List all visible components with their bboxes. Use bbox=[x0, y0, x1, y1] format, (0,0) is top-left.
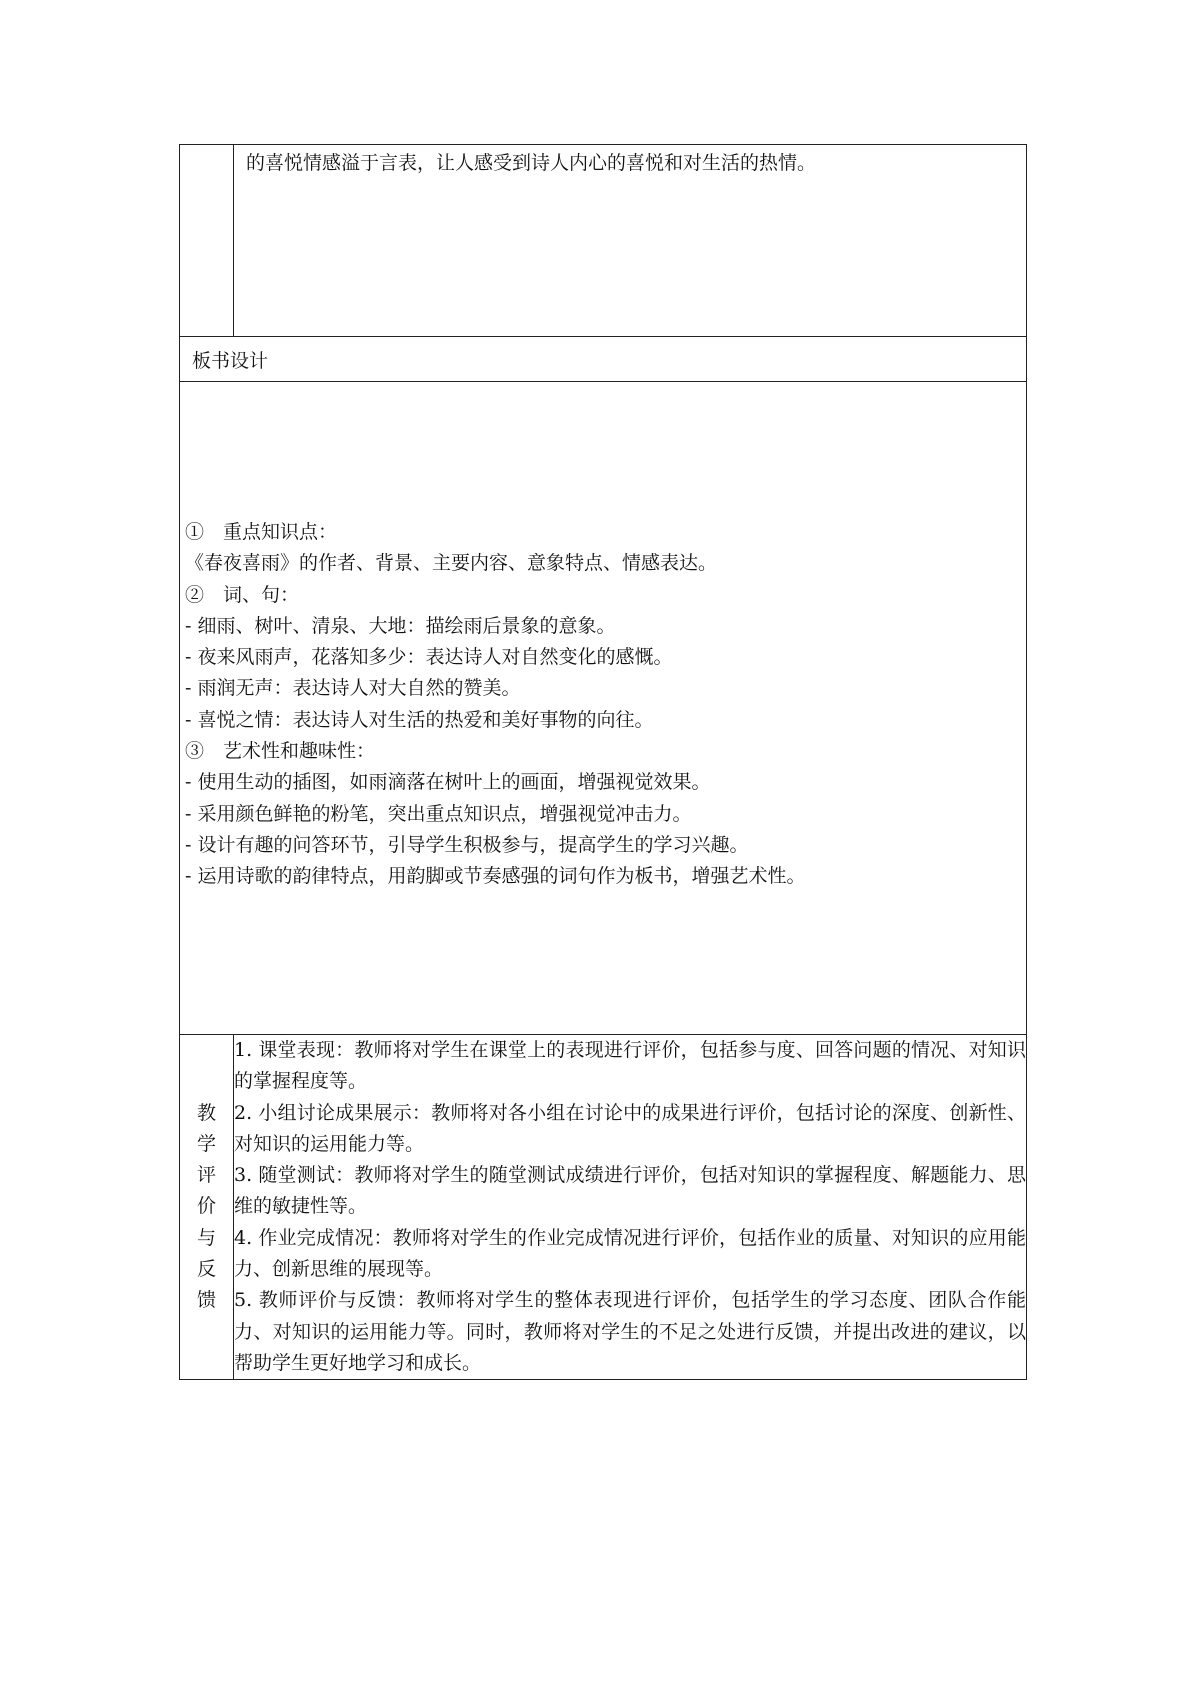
evaluation-label-char: 学 bbox=[196, 1132, 216, 1155]
evaluation-label-char: 价 bbox=[196, 1195, 216, 1218]
evaluation-label-char: 教 bbox=[196, 1101, 216, 1124]
board-design-cell bbox=[180, 382, 1027, 1035]
reflection-row bbox=[180, 145, 1027, 337]
board-line: ③ 艺术性和趣味性： bbox=[185, 740, 376, 763]
reflection-label-cell bbox=[180, 145, 234, 337]
board-line: - 夜来风雨声，花落知多少：表达诗人对自然变化的感慨。 bbox=[185, 646, 673, 669]
evaluation-label-char: 评 bbox=[196, 1164, 216, 1187]
evaluation-content bbox=[234, 1035, 1027, 1380]
evaluation-label-char: 与 bbox=[196, 1226, 216, 1249]
evaluation-label bbox=[180, 1035, 234, 1380]
evaluation-label-char: 反 bbox=[196, 1258, 216, 1281]
evaluation-item: 4. 作业完成情况：教师将对学生的作业完成情况进行评价，包括作业的质量、对知识的应用能力、创新思维的展现等。 bbox=[234, 1226, 1026, 1281]
board-line: ② 词、句： bbox=[185, 583, 300, 606]
board-line: - 喜悦之情：表达诗人对生活的热爱和美好事物的向往。 bbox=[185, 708, 654, 731]
evaluation-item: 2. 小组讨论成果展示：教师将对各小组在讨论中的成果进行评价，包括讨论的深度、创新性、对知识的运用能力等。 bbox=[234, 1101, 1026, 1155]
reflection-cell bbox=[234, 145, 1027, 337]
board-line: 《春夜喜雨》的作者、背景、主要内容、意象特点、情感表达。 bbox=[185, 552, 718, 575]
evaluation-item: 1. 课堂表现：教师将对学生在课堂上的表现进行评价，包括参与度、回答问题的情况、对知识的掌握程度等。 bbox=[234, 1039, 1026, 1093]
board-line: - 细雨、树叶、清泉、大地：描绘雨后景象的意象。 bbox=[185, 614, 616, 637]
board-line: - 设计有趣的问答环节，引导学生积极参与，提高学生的学习兴趣。 bbox=[185, 833, 749, 856]
board-design-row bbox=[180, 382, 1027, 1035]
board-line: - 采用颜色鲜艳的粉笔，突出重点知识点，增强视觉冲击力。 bbox=[185, 802, 692, 825]
board-line: - 雨润无声：表达诗人对大自然的赞美。 bbox=[185, 677, 521, 700]
evaluation-row bbox=[180, 1035, 1027, 1380]
board-line: - 运用诗歌的韵律特点，用韵脚或节奏感强的词句作为板书，增强艺术性。 bbox=[185, 865, 806, 888]
board-line: - 使用生动的插图，如雨滴落在树叶上的画面，增强视觉效果。 bbox=[185, 771, 711, 794]
evaluation-label-char: 馈 bbox=[196, 1289, 216, 1312]
board-line: ① 重点知识点： bbox=[185, 521, 338, 543]
board-design-content bbox=[180, 382, 1026, 893]
reflection-text: 的喜悦情感溢于言表，让人感受到诗人内心的喜悦和对生活的热情。 bbox=[246, 152, 817, 174]
board-heading: 板书设计 bbox=[180, 337, 1027, 382]
evaluation-item: 5. 教师评价与反馈：教师将对学生的整体表现进行评价，包括学生的学习态度、团队合作能力、对知识的运用能力等。同时，教师将对学生的不足之处进行反馈，并提出改进的建议，以帮助学生更好地学习和成长。 bbox=[234, 1289, 1026, 1374]
evaluation-item: 3. 随堂测试：教师将对学生的随堂测试成绩进行评价，包括对知识的掌握程度、解题能力、思维的敏捷性等。 bbox=[234, 1164, 1026, 1218]
lesson-plan-table bbox=[179, 144, 1027, 1380]
board-heading-row bbox=[180, 337, 1027, 382]
